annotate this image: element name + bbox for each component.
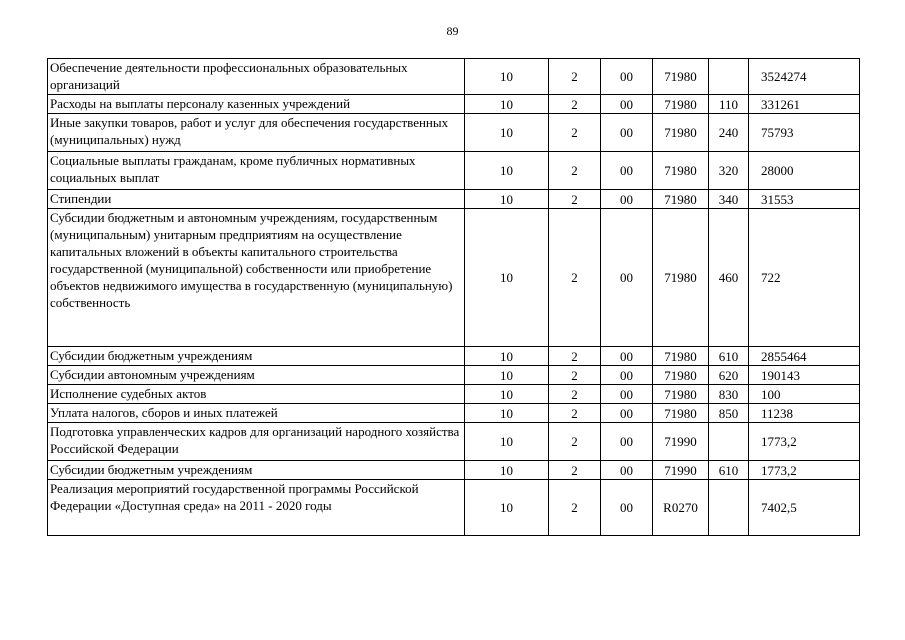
row-expense-type <box>709 480 749 536</box>
row-program: 00 <box>601 190 653 209</box>
row-section: 10 <box>465 114 549 152</box>
table-row <box>48 385 860 404</box>
row-amount: 11238 <box>749 404 860 423</box>
row-target-code: 71980 <box>653 209 709 347</box>
row-section: 10 <box>465 59 549 95</box>
row-name: Стипендии <box>48 190 465 209</box>
row-target-code: 71990 <box>653 423 709 461</box>
row-subsection: 2 <box>549 152 601 190</box>
table-row <box>48 59 860 95</box>
row-target-code: 71990 <box>653 461 709 480</box>
row-section: 10 <box>465 461 549 480</box>
row-amount: 331261 <box>749 95 860 114</box>
row-section: 10 <box>465 209 549 347</box>
row-amount: 1773,2 <box>749 461 860 480</box>
row-target-code: R0270 <box>653 480 709 536</box>
table-row <box>48 190 860 209</box>
row-amount: 722 <box>749 209 860 347</box>
row-expense-type: 620 <box>709 366 749 385</box>
row-name: Исполнение судебных актов <box>48 385 465 404</box>
row-subsection: 2 <box>549 190 601 209</box>
row-name: Расходы на выплаты персоналу казенных учреждений <box>48 95 465 114</box>
row-program: 00 <box>601 347 653 366</box>
row-program: 00 <box>601 209 653 347</box>
row-subsection: 2 <box>549 114 601 152</box>
row-target-code: 71980 <box>653 347 709 366</box>
row-name: Субсидии бюджетным учреждениям <box>48 347 465 366</box>
row-subsection: 2 <box>549 480 601 536</box>
row-subsection: 2 <box>549 366 601 385</box>
row-subsection: 2 <box>549 423 601 461</box>
row-expense-type <box>709 423 749 461</box>
row-program: 00 <box>601 423 653 461</box>
row-target-code: 71980 <box>653 404 709 423</box>
row-program: 00 <box>601 404 653 423</box>
row-target-code: 71980 <box>653 190 709 209</box>
row-subsection: 2 <box>549 209 601 347</box>
row-subsection: 2 <box>549 347 601 366</box>
row-target-code: 71980 <box>653 95 709 114</box>
row-name: Уплата налогов, сборов и иных платежей <box>48 404 465 423</box>
row-name: Иные закупки товаров, работ и услуг для обеспечения государственных (муниципальных) нужд <box>48 114 465 152</box>
row-name: Обеспечение деятельности профессиональных образовательных организаций <box>48 59 465 95</box>
row-section: 10 <box>465 366 549 385</box>
row-name: Социальные выплаты гражданам, кроме публичных нормативных социальных выплат <box>48 152 465 190</box>
row-program: 00 <box>601 114 653 152</box>
row-amount: 7402,5 <box>749 480 860 536</box>
row-section: 10 <box>465 480 549 536</box>
row-expense-type: 110 <box>709 95 749 114</box>
table-row <box>48 366 860 385</box>
table-row <box>48 95 860 114</box>
row-expense-type: 240 <box>709 114 749 152</box>
table-row <box>48 404 860 423</box>
row-name: Субсидии бюджетным и автономным учреждениям, государственным (муниципальным) унитарным предприятиям на осуществление капитальных вложений в объекты капитального строительства государственной (муниципальной) собственности или приобретение объектов недвижимого имущества в государственную (муниципальную) собственность <box>48 209 465 347</box>
row-amount: 1773,2 <box>749 423 860 461</box>
row-section: 10 <box>465 347 549 366</box>
row-name: Реализация мероприятий государственной программы Российской Федерации «Доступная среда» на 2011 - 2020 годы <box>48 480 465 536</box>
budget-table <box>47 58 860 536</box>
row-section: 10 <box>465 385 549 404</box>
row-program: 00 <box>601 59 653 95</box>
row-program: 00 <box>601 461 653 480</box>
row-name: Подготовка управленческих кадров для организаций народного хозяйства Российской Федерации <box>48 423 465 461</box>
row-subsection: 2 <box>549 461 601 480</box>
table-row <box>48 423 860 461</box>
table-row <box>48 152 860 190</box>
row-expense-type: 340 <box>709 190 749 209</box>
row-expense-type: 460 <box>709 209 749 347</box>
row-program: 00 <box>601 95 653 114</box>
row-expense-type: 610 <box>709 347 749 366</box>
row-program: 00 <box>601 480 653 536</box>
table-row <box>48 209 860 347</box>
row-subsection: 2 <box>549 59 601 95</box>
row-target-code: 71980 <box>653 114 709 152</box>
row-program: 00 <box>601 385 653 404</box>
row-amount: 3524274 <box>749 59 860 95</box>
row-target-code: 71980 <box>653 385 709 404</box>
table-row <box>48 114 860 152</box>
row-section: 10 <box>465 190 549 209</box>
row-subsection: 2 <box>549 95 601 114</box>
row-amount: 190143 <box>749 366 860 385</box>
row-name: Субсидии автономным учреждениям <box>48 366 465 385</box>
table-row <box>48 480 860 536</box>
page-number: 89 <box>446 24 459 38</box>
row-subsection: 2 <box>549 385 601 404</box>
row-target-code: 71980 <box>653 152 709 190</box>
row-amount: 100 <box>749 385 860 404</box>
row-expense-type: 610 <box>709 461 749 480</box>
row-program: 00 <box>601 152 653 190</box>
row-expense-type <box>709 59 749 95</box>
row-section: 10 <box>465 404 549 423</box>
row-expense-type: 830 <box>709 385 749 404</box>
row-target-code: 71980 <box>653 366 709 385</box>
row-subsection: 2 <box>549 404 601 423</box>
row-section: 10 <box>465 152 549 190</box>
row-name: Субсидии бюджетным учреждениям <box>48 461 465 480</box>
table-row <box>48 347 860 366</box>
row-program: 00 <box>601 366 653 385</box>
table-row <box>48 461 860 480</box>
row-amount: 28000 <box>749 152 860 190</box>
row-amount: 75793 <box>749 114 860 152</box>
row-section: 10 <box>465 95 549 114</box>
row-expense-type: 320 <box>709 152 749 190</box>
row-amount: 2855464 <box>749 347 860 366</box>
row-expense-type: 850 <box>709 404 749 423</box>
row-amount: 31553 <box>749 190 860 209</box>
row-target-code: 71980 <box>653 59 709 95</box>
row-section: 10 <box>465 423 549 461</box>
